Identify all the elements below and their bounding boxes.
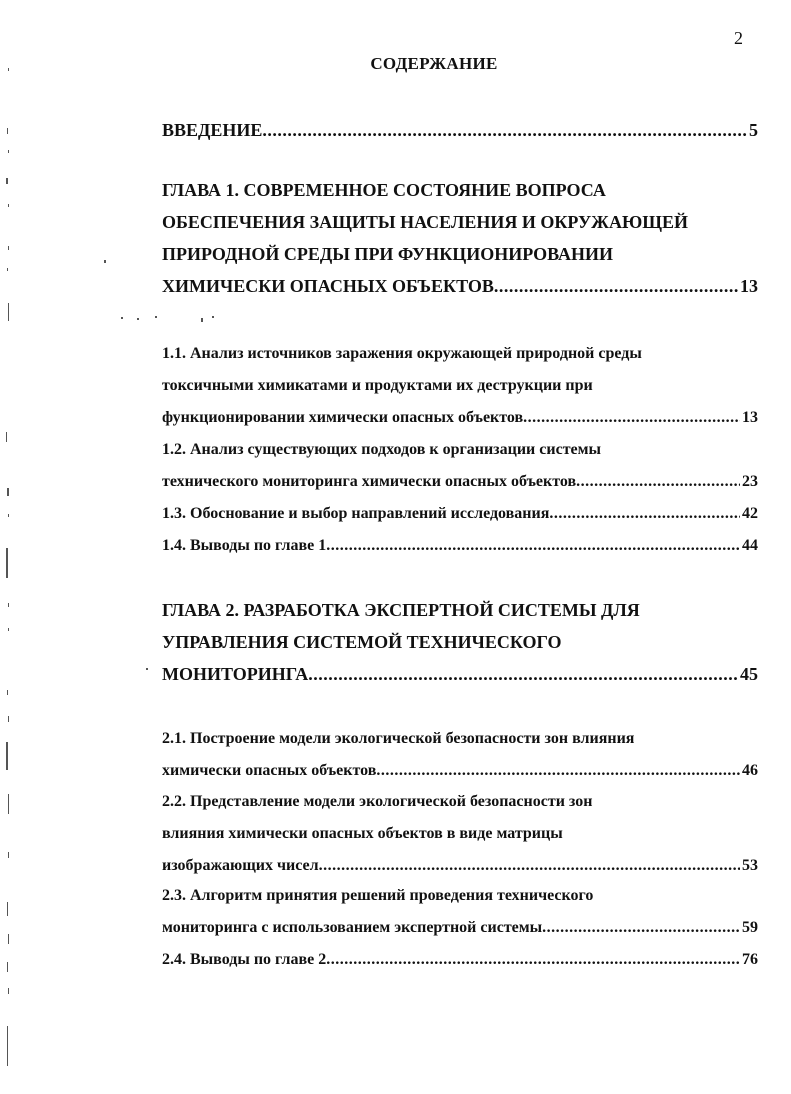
toc-line: ГЛАВА 1. СОВРЕМЕННОЕ СОСТОЯНИЕ ВОПРОСА — [162, 180, 606, 200]
toc-page-number: 13 — [742, 409, 758, 426]
toc-entry-text: изображающих чисел — [162, 857, 319, 874]
toc-page-number: 45 — [740, 664, 758, 684]
toc-page-number: 44 — [742, 537, 758, 554]
toc-line: токсичными химикатами и продуктами их деструкции при — [162, 377, 593, 394]
toc-entry-text: ВВЕДЕНИЕ — [162, 120, 263, 140]
toc-page-number: 59 — [742, 919, 758, 936]
toc-page-number: 76 — [742, 951, 758, 968]
toc-line: 2.1. Построение модели экологической безопасности зон влияния — [162, 730, 635, 747]
page-title: СОДЕРЖАНИЕ — [370, 54, 498, 73]
toc-line: 1.2. Анализ существующих подходов к организации системы — [162, 441, 602, 458]
toc-line: 2.3. Алгоритм принятия решений проведения технического — [162, 887, 594, 904]
toc-page-number: 42 — [742, 505, 758, 522]
toc-page-number: 23 — [742, 473, 758, 490]
toc-entry-text: химически опасных объектов — [162, 762, 377, 779]
toc-line: влияния химически опасных объектов в виде матрицы — [162, 825, 563, 842]
toc-entry-text: функционировании химически опасных объектов — [162, 409, 524, 426]
page-number: 2 — [734, 28, 743, 48]
toc-entry-text: технического мониторинга химически опасных объектов — [162, 473, 577, 490]
toc-line: УПРАВЛЕНИЯ СИСТЕМОЙ ТЕХНИЧЕСКОГО — [162, 632, 562, 652]
toc-entry-text: МОНИТОРИНГА — [162, 664, 309, 684]
toc-page-number: 13 — [740, 276, 758, 296]
toc-entry-text: мониторинга с использованием экспертной системы — [162, 919, 543, 936]
toc-line: ПРИРОДНОЙ СРЕДЫ ПРИ ФУНКЦИОНИРОВАНИИ — [162, 244, 614, 264]
toc-line: 1.1. Анализ источников заражения окружающей природной среды — [162, 345, 642, 362]
toc-line: 2.2. Представление модели экологической безопасности зон — [162, 793, 593, 810]
toc-line: ОБЕСПЕЧЕНИЯ ЗАЩИТЫ НАСЕЛЕНИЯ И ОКРУЖАЮЩЕЙ — [162, 212, 689, 232]
toc-entry-text: 1.3. Обоснование и выбор направлений исследования — [162, 505, 550, 522]
toc-page-number: 5 — [749, 120, 758, 140]
toc-entry-text: ХИМИЧЕСКИ ОПАСНЫХ ОБЪЕКТОВ — [162, 276, 494, 296]
toc-entry-text: 1.4. Выводы по главе 1 — [162, 537, 327, 554]
toc-entry-text: 2.4. Выводы по главе 2 — [162, 951, 327, 968]
toc-page-number: 46 — [742, 762, 758, 779]
toc-page-number: 53 — [742, 857, 758, 874]
toc-line: ГЛАВА 2. РАЗРАБОТКА ЭКСПЕРТНОЙ СИСТЕМЫ ДЛЯ — [162, 600, 640, 620]
